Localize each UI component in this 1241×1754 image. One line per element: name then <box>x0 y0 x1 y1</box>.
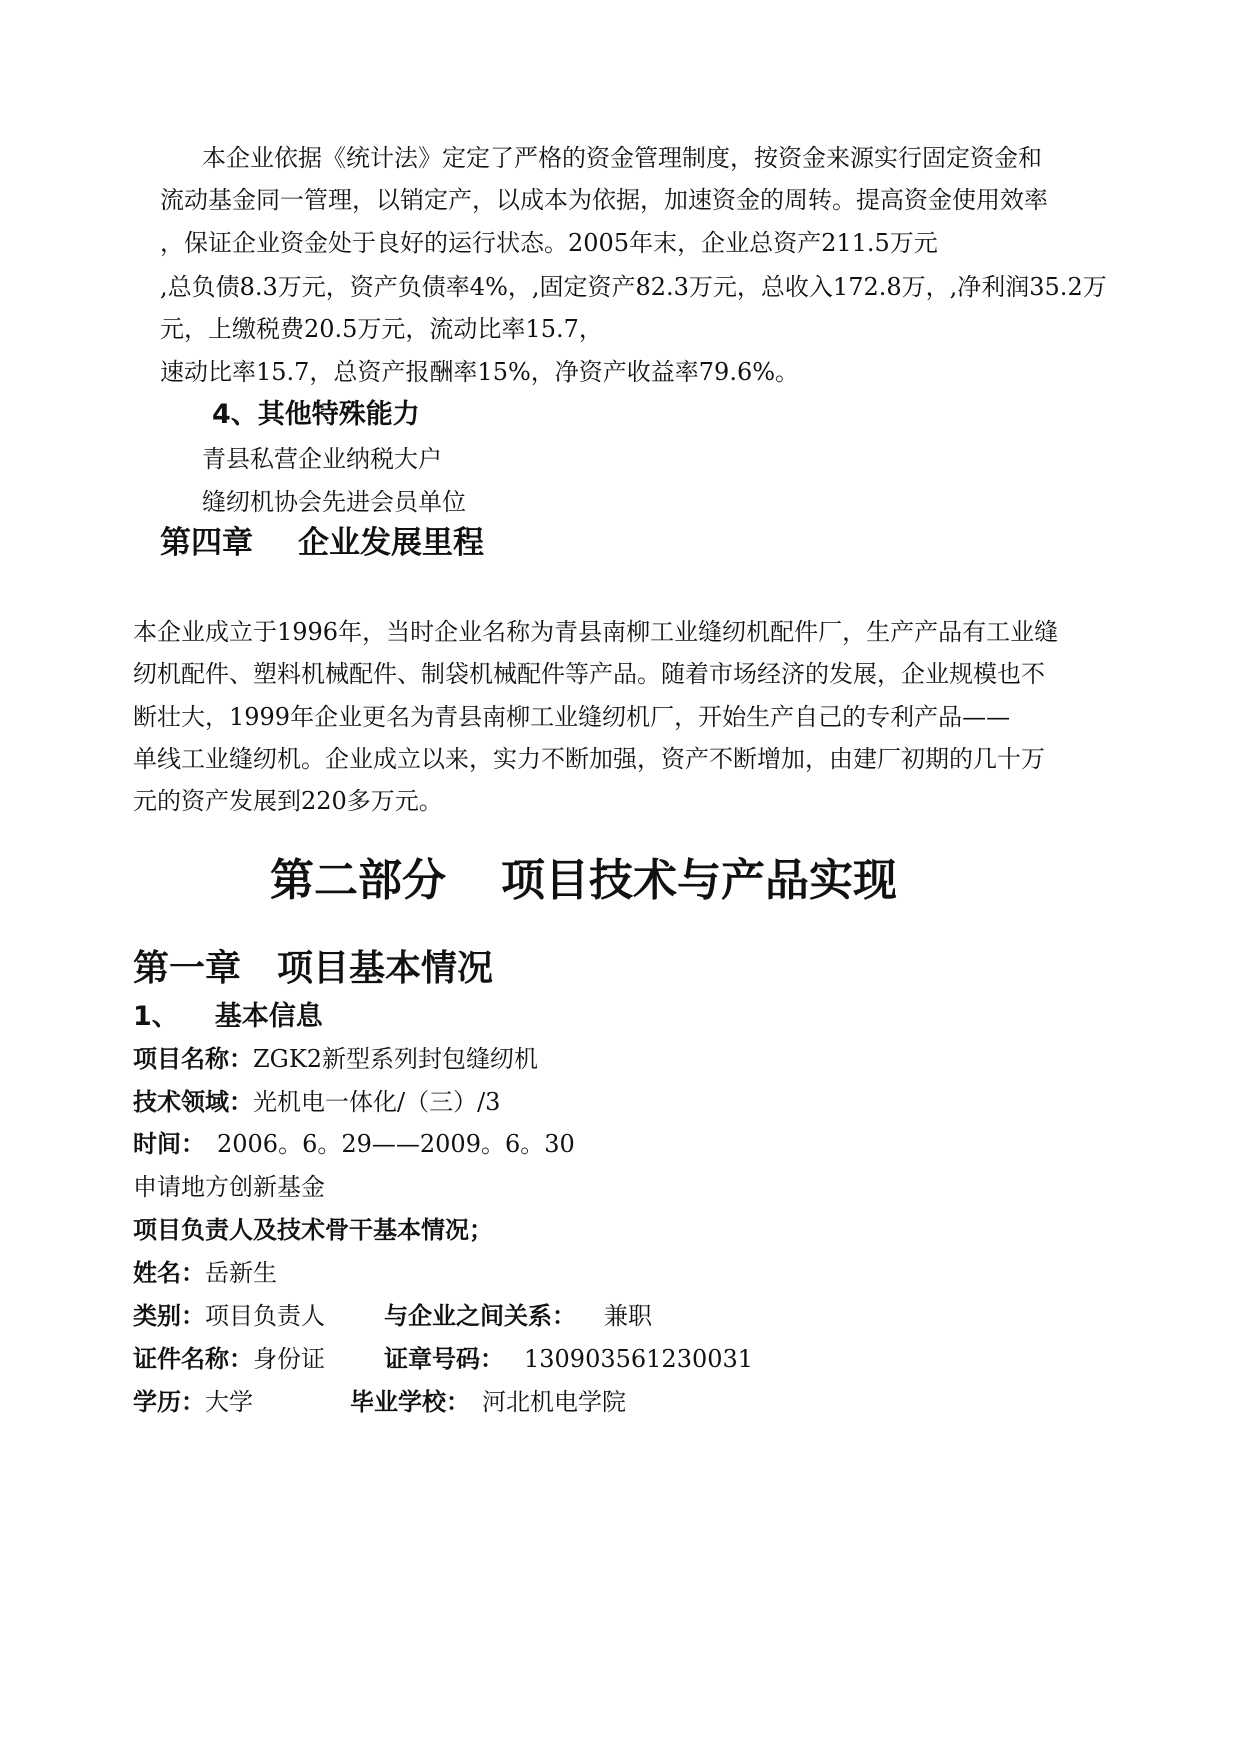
relation-row <box>384 1301 652 1331</box>
finance-line-3: ，保证企业资金处于良好的运行状态。2005年末，企业总资产211.5万元 <box>160 229 938 257</box>
education-value: 大学 <box>205 1388 253 1416</box>
tech-field-value: 光机电一体化/（三）/3 <box>253 1088 501 1116</box>
history-line-5: 元的资产发展到220多万元。 <box>133 787 443 815</box>
chapter1-number: 第一章 <box>133 948 242 989</box>
history-line-1: 本企业成立于1996年，当时企业名称为青县南柳工业缝纫机配件厂，生产产品有工业缝 <box>133 618 1059 646</box>
relation-value: 兼职 <box>604 1302 652 1330</box>
finance-line-2: 流动基金同一管理，以销定产，以成本为依据，加速资金的周转。提高资金使用效率 <box>160 186 1048 214</box>
history-line-2: 纫机配件、塑料机械配件、制袋机械配件等产品。随着市场经济的发展，企业规模也不 <box>133 660 1045 688</box>
finance-line-5: 元，上缴税费20.5万元，流动比率15.7， <box>160 315 603 343</box>
chapter1-title: 项目基本情况 <box>277 948 494 989</box>
part2-number: 第二部分 <box>270 855 446 906</box>
history-line-4: 单线工业缝纫机。企业成立以来，实力不断加强，资产不断增加，由建厂初期的几十万 <box>133 745 1045 773</box>
project-name-value: ZGK2新型系列封包缝纫机 <box>253 1045 539 1073</box>
chapter1-heading <box>133 946 493 992</box>
basic-info-heading <box>133 1000 323 1034</box>
school-value: 河北机电学院 <box>482 1388 626 1416</box>
history-line-3: 断壮大，1999年企业更名为青县南柳工业缝纫机厂，开始生产自己的专利产品—— <box>133 703 1011 731</box>
finance-line-1: 本企业依据《统计法》定定了严格的资金管理制度，按资金来源实行固定资金和 <box>202 144 1042 172</box>
tech-field-row <box>133 1087 500 1117</box>
id-type-row <box>133 1344 325 1374</box>
finance-line-4: ,总负债8.3万元，资产负债率4%，,固定资产82.3万元，总收入172.8万，,净利润35.2万 <box>160 273 1107 301</box>
special-capability-heading: 4、其他特殊能力 <box>212 399 420 430</box>
special-item-2: 缝纫机协会先进会员单位 <box>202 488 466 516</box>
time-value: 2006。6。29——2009。6。30 <box>217 1130 575 1158</box>
name-value: 岳新生 <box>205 1259 277 1287</box>
name-label: 姓名： <box>133 1259 205 1287</box>
finance-line-6: 速动比率15.7，总资产报酬率15%，净资产收益率79.6%。 <box>160 358 800 386</box>
education-row <box>133 1387 253 1417</box>
id-no-value: 130903561230031 <box>524 1345 754 1373</box>
project-name-row <box>133 1044 538 1074</box>
chapter4-heading <box>160 523 484 563</box>
staff-heading: 项目负责人及技术骨干基本情况； <box>133 1216 493 1244</box>
education-label: 学历： <box>133 1388 205 1416</box>
part2-heading <box>270 853 897 909</box>
id-type-label: 证件名称： <box>133 1345 253 1373</box>
id-no-label: 证章号码： <box>384 1345 504 1373</box>
category-value: 项目负责人 <box>205 1302 325 1330</box>
basic-info-number: 1、 <box>133 1001 179 1032</box>
tech-field-label: 技术领域： <box>133 1088 253 1116</box>
school-row <box>350 1387 626 1417</box>
basic-info-title: 基本信息 <box>214 1001 323 1032</box>
part2-title: 项目技术与产品实现 <box>501 855 897 906</box>
category-row <box>133 1301 325 1331</box>
project-name-label: 项目名称： <box>133 1045 253 1073</box>
special-item-1: 青县私营企业纳税大户 <box>202 445 442 473</box>
fund-text: 申请地方创新基金 <box>133 1173 325 1201</box>
id-no-row <box>384 1344 753 1374</box>
name-row <box>133 1258 277 1288</box>
relation-label: 与企业之间关系： <box>384 1302 576 1330</box>
chapter4-number: 第四章 <box>160 525 253 561</box>
category-label: 类别： <box>133 1302 205 1330</box>
chapter4-title: 企业发展里程 <box>298 525 484 561</box>
time-row <box>133 1129 575 1159</box>
school-label: 毕业学校： <box>350 1388 470 1416</box>
time-label: 时间： <box>133 1130 205 1158</box>
id-type-value: 身份证 <box>253 1345 325 1373</box>
